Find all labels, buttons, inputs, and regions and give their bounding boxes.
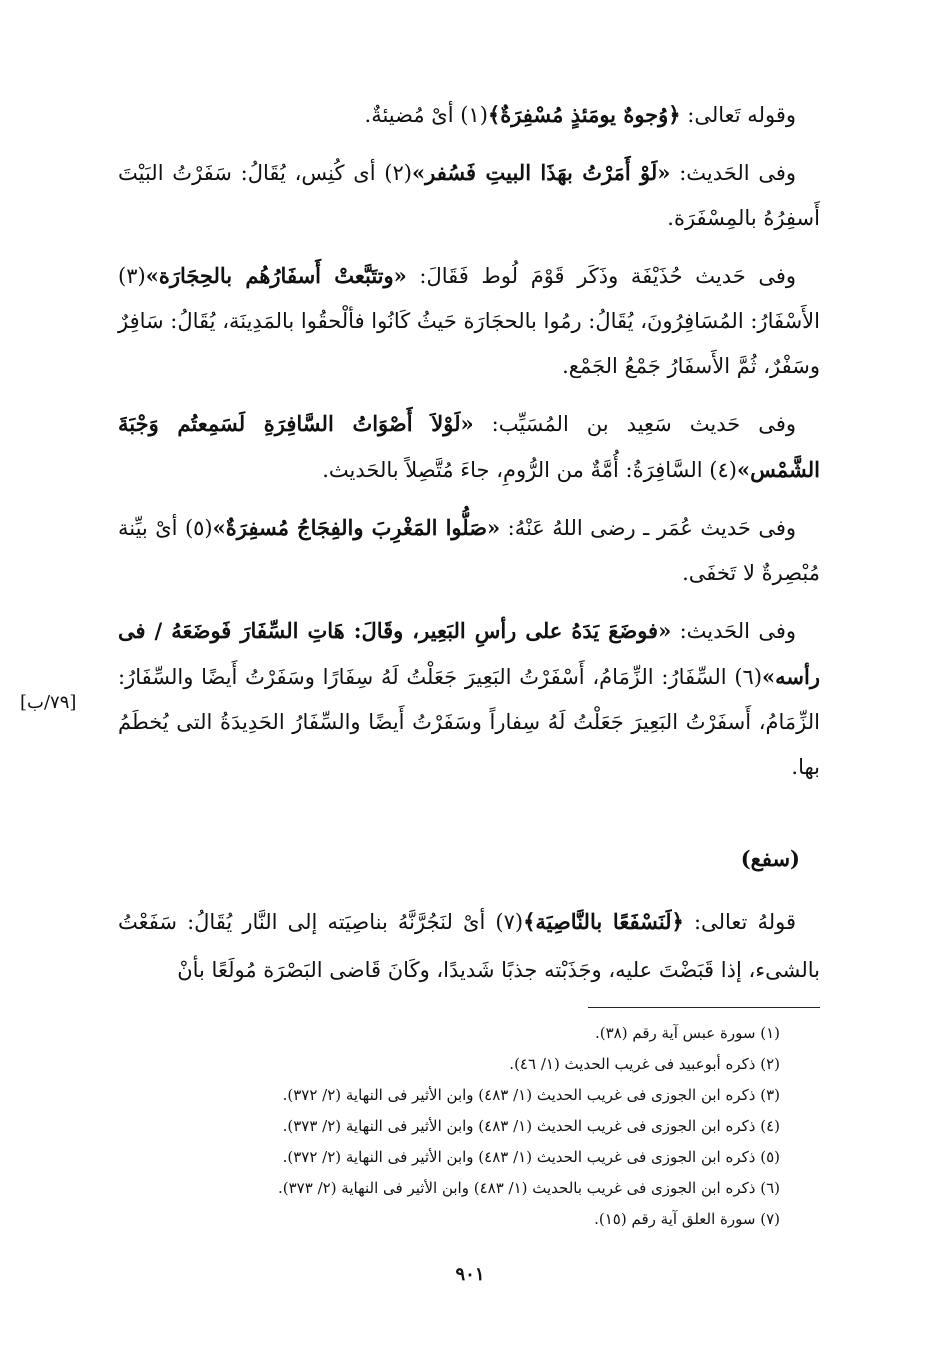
paragraph-intro: وفى حَديث عُمَر ـ رضى اللهُ عَنْهُ: <box>500 516 796 540</box>
quoted-text: ﴿وُجوهٌ يومَئذٍ مُسْفِرَةٌ﴾ <box>487 102 681 127</box>
paragraph <box>118 898 820 994</box>
quoted-text: «صَلُّوا المَغْرِبَ والفِجَاجُ مُسفِرَةٌ» <box>212 515 501 540</box>
quoted-text: «لَوْلاَ أَصْوَاتُ السَّافِرَةِ لَسَمِعتُم وَجْبَةَ الشَّمْس» <box>118 411 820 482</box>
paragraph-intro: وفى حَديث سَعِيد بن المُسَيِّب: <box>473 412 796 436</box>
paragraph-gloss: (٢) أى كُنِس، يُقَالُ: سَفَرْتُ البَيْتَ أَسفِرُهُ بالمِسْفَرَة. <box>118 161 820 230</box>
paragraph-gloss: (٧) أىْ لنَجُرَّنَّهُ بناصِيَته إلى النَّار يُقَالُ: سَفَعْتُ بالشىء، إذا قَبَضْتَ عليه، وجَذَبْته جذبًا شَديدًا، وكَانَ قَاضى البَصْرَة مُولَعًا بأنْ <box>118 910 820 982</box>
paragraph <box>118 92 820 138</box>
paragraph <box>118 608 820 790</box>
footnote: (٦) ذكره ابن الجوزى فى غريب بالحديث (١/ ٤٨٣) وابن الأثير فى النهاية (٢/ ٣٧٣). <box>278 1179 780 1197</box>
paragraph-intro: وفى حَديث حُذَيْفَة وذَكَر قَوْمَ لُوط فَقَالَ: <box>406 264 796 288</box>
paragraph-gloss: (٤) السَّافِرَةُ: أُمَّةٌ من الرُّومِ، جاءَ مُتَّصِلاً بالحَديث. <box>322 458 737 482</box>
footnotes <box>118 1018 820 1235</box>
paragraph-intro: وفى الحَديث: <box>670 161 797 185</box>
page-number: ٩٠١ <box>455 1264 485 1285</box>
quoted-text: «وتتَبَّعتْ أَسفَارُهُم بالحِجَارَة» <box>145 263 407 288</box>
section-heading: (سفع) <box>740 846 800 871</box>
main-text <box>118 92 820 802</box>
paragraph-intro: وفى الحَديث: <box>671 619 797 643</box>
margin-folio-reference: [٧٩/ب] <box>20 692 77 713</box>
paragraph <box>118 401 820 493</box>
paragraph <box>118 253 820 389</box>
footnote: (٤) ذكره ابن الجوزى فى غريب الحديث (١/ ٤٨٣) وابن الأثير فى النهاية (٢/ ٣٧٣). <box>282 1117 780 1135</box>
paragraph-intro: وقوله تَعالى: <box>680 103 796 127</box>
paragraph-gloss: (٦) السِّفَارُ: الزِّمَامُ، أَسْفَرْتُ البَعِيرَ جَعَلْتُ لَهُ سِفَارًا وسَفَرْتُ أَيضًا والسِّفَارُ: الزِّمَامُ، أَسفَرْتُ البَعِيرَ جَعَلْتُ لَهُ سِفاراً وسَفَرْتُ أَيضًا والسِّفَارُ الحَدِيدَةُ التى يُخطَمُ بها. <box>118 665 820 779</box>
paragraph <box>118 150 820 241</box>
footnote: (٢) ذكره أبوعبيد فى غريب الحديث (١/ ٤٦). <box>509 1055 780 1073</box>
paragraph-gloss: (٣) الأَسْفَارُ: المُسَافِرُونَ، يُقَالُ: رمُوا بالحجَارَة حَيثُ كَانُوا فألْحقُوا بالمَدِينَة، يُقَالُ: سَافِرٌ وسَفْرٌ، ثُمَّ الأَسفَارُ جَمْعُ الجَمْع. <box>118 264 820 378</box>
footnote-divider <box>588 1007 820 1008</box>
footnote: (٧) سورة العلق آية رقم (١٥). <box>594 1210 780 1228</box>
footnote: (١) سورة عبس آية رقم (٣٨). <box>594 1024 780 1042</box>
paragraph-intro: قولهُ تعالى: <box>683 910 796 934</box>
quoted-text: «لَوْ أَمَرْتُ بهَذَا البيتِ فَسُفر» <box>411 160 671 185</box>
paragraph-gloss: (١) أىْ مُضيئةٌ. <box>364 103 488 127</box>
section-text <box>118 898 820 994</box>
quoted-text: «فوضَعَ يَدَهُ على رأسِ البَعِير، وقَالَ: هَاتِ السِّفَارَ فَوضَعَهُ / فى رأسه» <box>118 618 820 689</box>
paragraph <box>118 505 820 596</box>
footnote: (٥) ذكره ابن الجوزى فى غريب الحديث (١/ ٤٨٣) وابن الأثير فى النهاية (٢/ ٣٧٢). <box>282 1148 780 1166</box>
footnote: (٣) ذكره ابن الجوزى فى غريب الحديث (١/ ٤٨٣) وابن الأثير فى النهاية (٢/ ٣٧٢). <box>282 1086 780 1104</box>
paragraph-gloss: (٥) أىْ بيِّنة مُبْصِرةٌ لا تَخفَى. <box>118 516 820 585</box>
quoted-text: ﴿لَنَسْفَعًا بالنَّاصِيَة﴾ <box>523 909 684 934</box>
